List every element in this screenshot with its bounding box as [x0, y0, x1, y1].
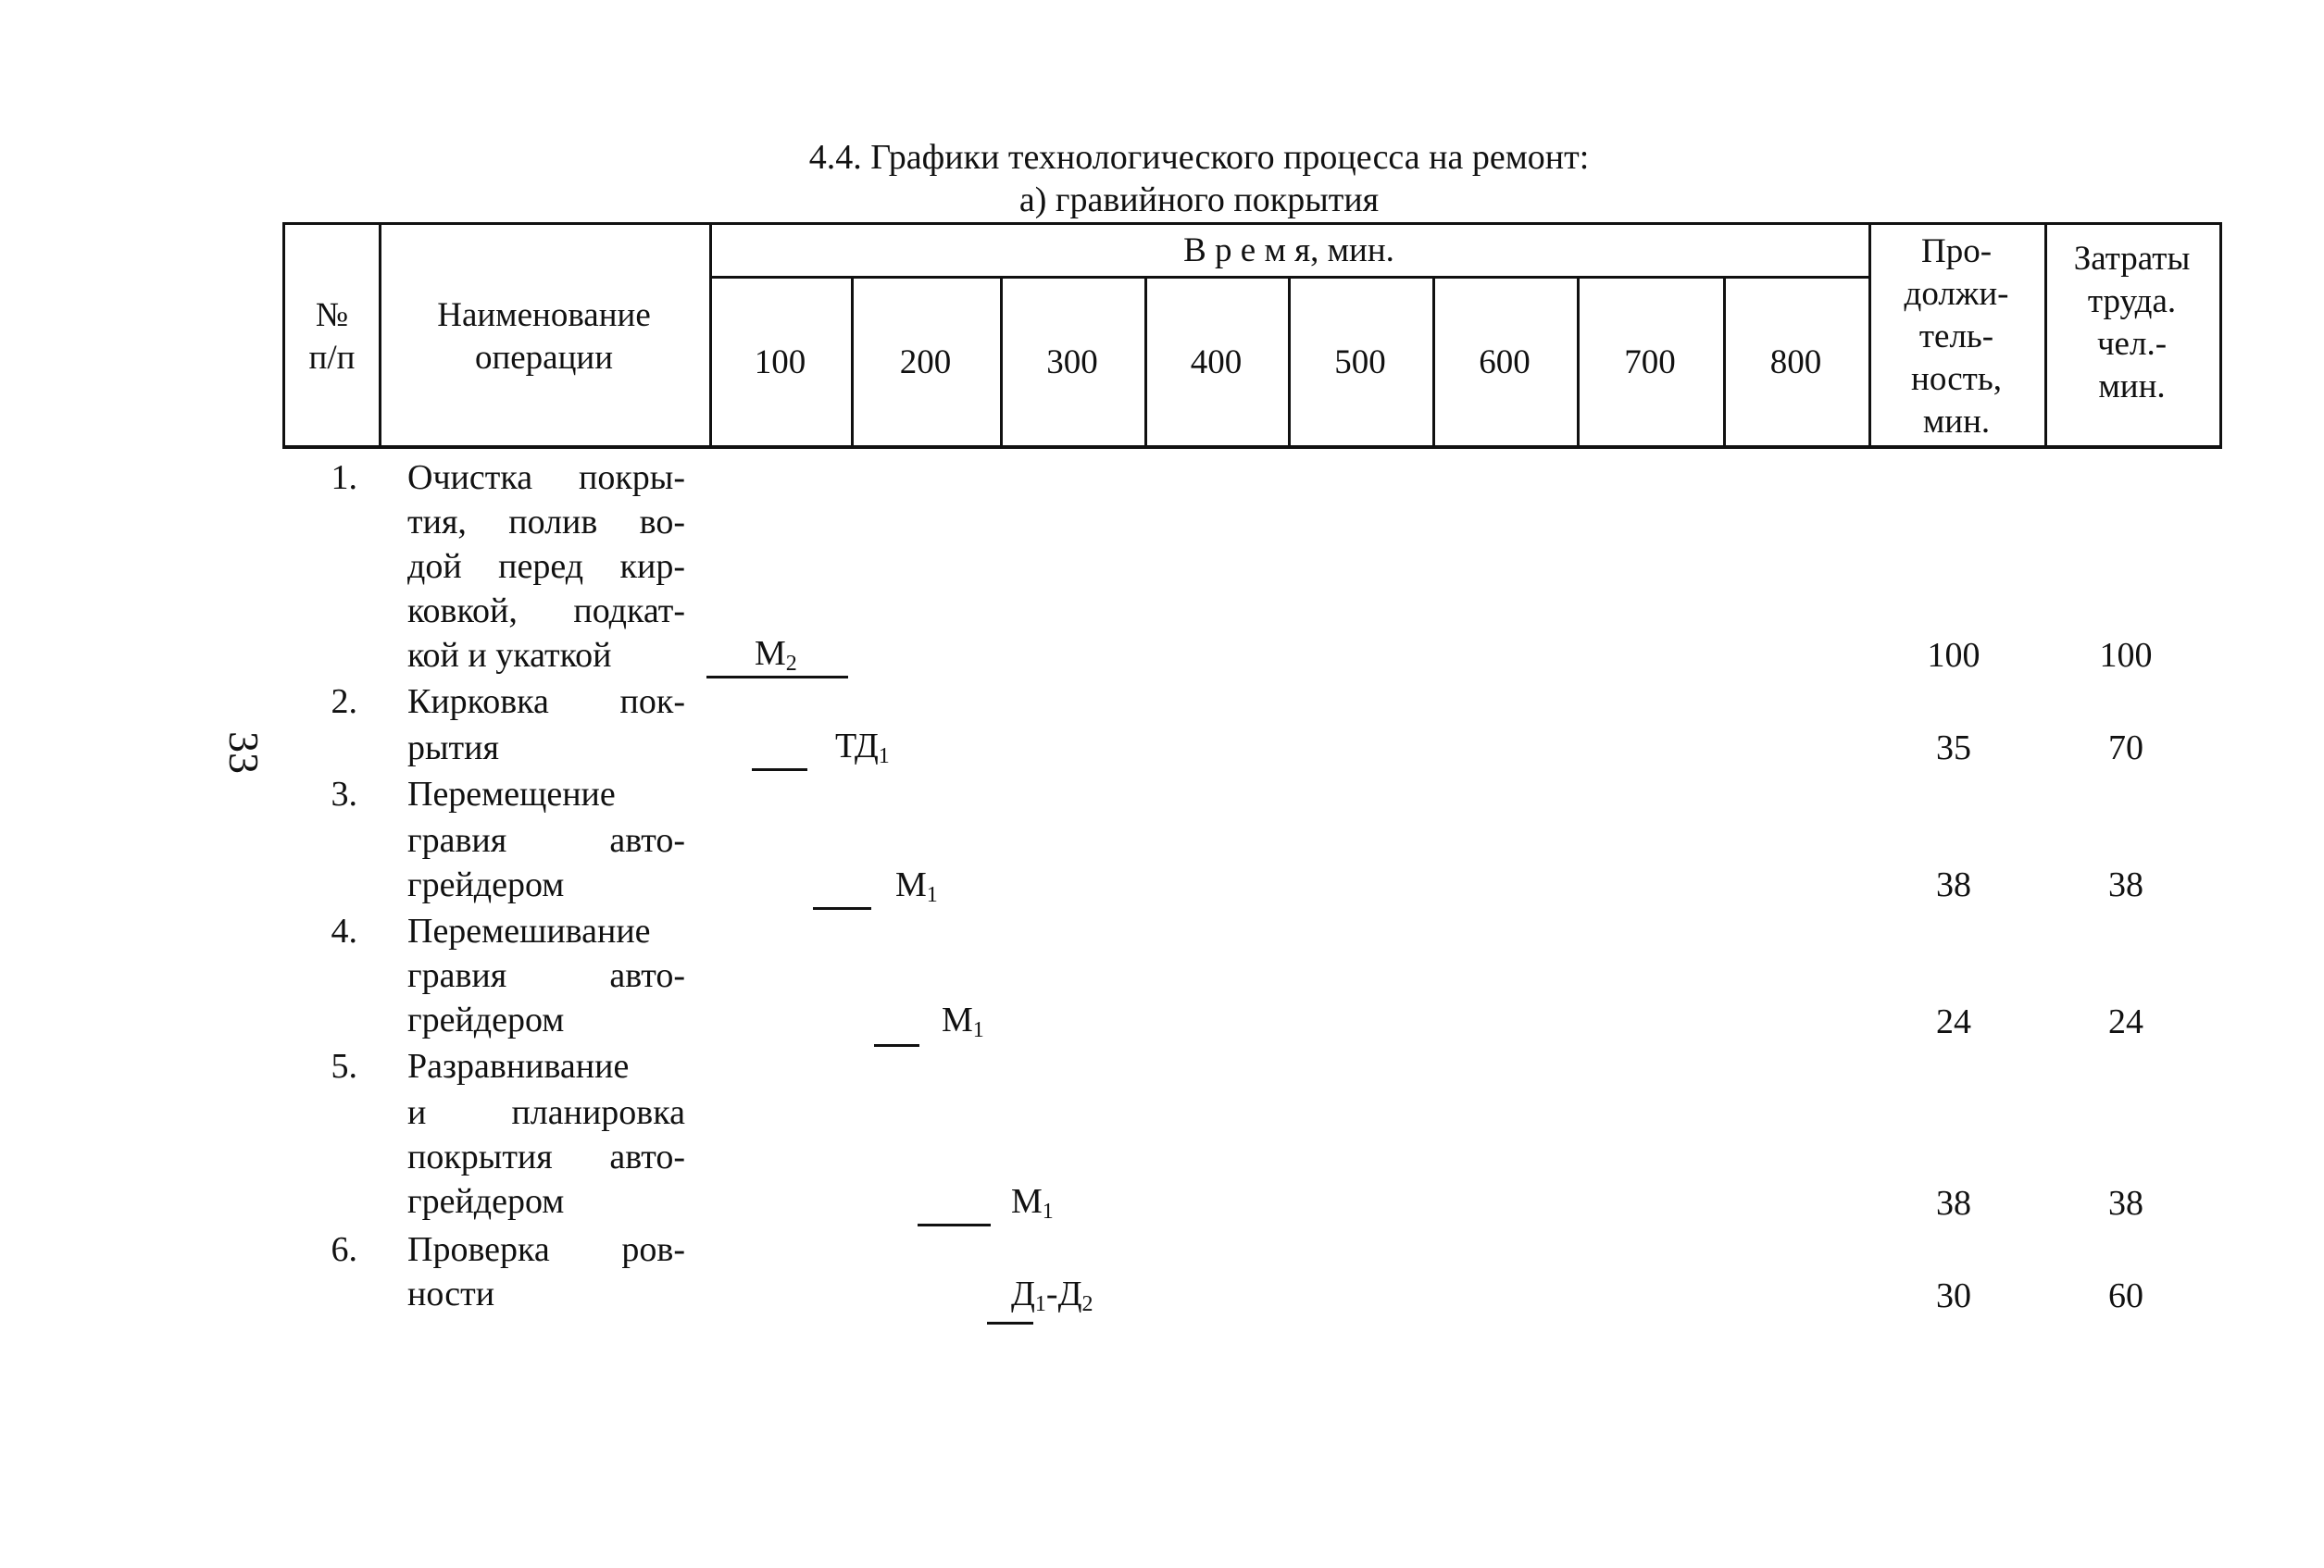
time-tick-100: 100 [754, 342, 806, 381]
row-4-name-line: гравия авто- [407, 956, 685, 995]
column-header-labor: Затраты труда. чел.- мин. [2073, 240, 2191, 405]
document-title: 4.4. Графики технологического процесса на ремонт: [808, 138, 1590, 177]
row-1-name-line: кой и укаткой [407, 636, 612, 675]
time-tick-200: 200 [899, 342, 952, 381]
row-4-number: 4. [331, 912, 357, 951]
row-6-number: 6. [331, 1230, 357, 1269]
row-5-name-line: Разравнивание [407, 1047, 630, 1086]
page-number: 33 [220, 731, 268, 774]
column-header-operation: Наименование операции [437, 296, 651, 377]
time-tick-700: 700 [1624, 342, 1676, 381]
row-1-name-line: тия, полив во- [407, 503, 685, 541]
column-header-duration: Про- должи- тель- ность, мин. [1904, 232, 2009, 441]
row-5-crew-label: $М_1$ [1011, 1182, 1054, 1224]
row-6-duration: 30 [1936, 1276, 1971, 1315]
time-tick-400: 400 [1190, 342, 1243, 381]
row-2-number: 2. [331, 682, 357, 721]
row-4-name-line: Перемешивание [407, 912, 651, 951]
row-1-crew-label: $М_2$ [755, 634, 797, 676]
time-tick-500: 500 [1334, 342, 1386, 381]
row-3-crew-label: $М_1$ [895, 865, 938, 907]
row-6-crew-label: $Д_1-Д_2$ [1011, 1275, 1093, 1316]
time-tick-800: 800 [1769, 342, 1822, 381]
row-1-name-line: Очистка покры- [407, 458, 685, 497]
row-2-gantt-bar [752, 768, 807, 771]
row-3-gantt-bar [813, 907, 871, 910]
table-header [282, 222, 2222, 449]
row-3-number: 3. [331, 775, 357, 814]
row-4-duration: 24 [1936, 1002, 1971, 1041]
row-2-name-line: рытия [407, 728, 499, 767]
row-5-labor: 38 [2108, 1184, 2143, 1223]
row-2-crew-label: $ТД_1$ [835, 727, 890, 768]
row-6-gantt-bar [987, 1322, 1033, 1325]
row-1-name-line: ковкой, подкат- [407, 591, 685, 630]
row-6-name-line: ности [407, 1275, 495, 1313]
row-1-duration: 100 [1927, 636, 1980, 675]
row-3-labor: 38 [2108, 865, 2143, 904]
row-3-name-line: грейдером [407, 865, 565, 904]
row-5-name-line: и планировка [407, 1093, 685, 1132]
row-5-name-line: покрытия авто- [407, 1138, 685, 1176]
row-6-name-line: Проверка ров- [407, 1230, 685, 1269]
document-subtitle: а) гравийного покрытия [1018, 180, 1380, 219]
row-1-labor: 100 [2099, 636, 2153, 675]
row-6-labor: 60 [2108, 1276, 2143, 1315]
row-4-labor: 24 [2108, 1002, 2143, 1041]
row-5-duration: 38 [1936, 1184, 1971, 1223]
row-1-number: 1. [331, 458, 357, 497]
row-3-name-line: Перемещение [407, 775, 616, 814]
column-header-time: В р е м я, мин. [1183, 230, 1394, 269]
row-4-gantt-bar [874, 1044, 919, 1047]
row-2-duration: 35 [1936, 728, 1971, 767]
row-1-name-line: дой перед кир- [407, 547, 685, 586]
column-header-number: № п/п [308, 296, 356, 377]
row-3-name-line: гравия авто- [407, 821, 685, 860]
row-5-name-line: грейдером [407, 1182, 565, 1221]
time-tick-600: 600 [1479, 342, 1531, 381]
row-5-number: 5. [331, 1047, 357, 1086]
row-5-gantt-bar [918, 1224, 991, 1226]
time-tick-300: 300 [1046, 342, 1098, 381]
row-3-duration: 38 [1936, 865, 1971, 904]
row-4-crew-label: $М_1$ [942, 1001, 984, 1042]
row-4-name-line: грейдером [407, 1001, 565, 1039]
row-2-labor: 70 [2108, 728, 2143, 767]
row-2-name-line: Кирковка пок- [407, 682, 685, 721]
row-1-gantt-bar [706, 676, 848, 678]
